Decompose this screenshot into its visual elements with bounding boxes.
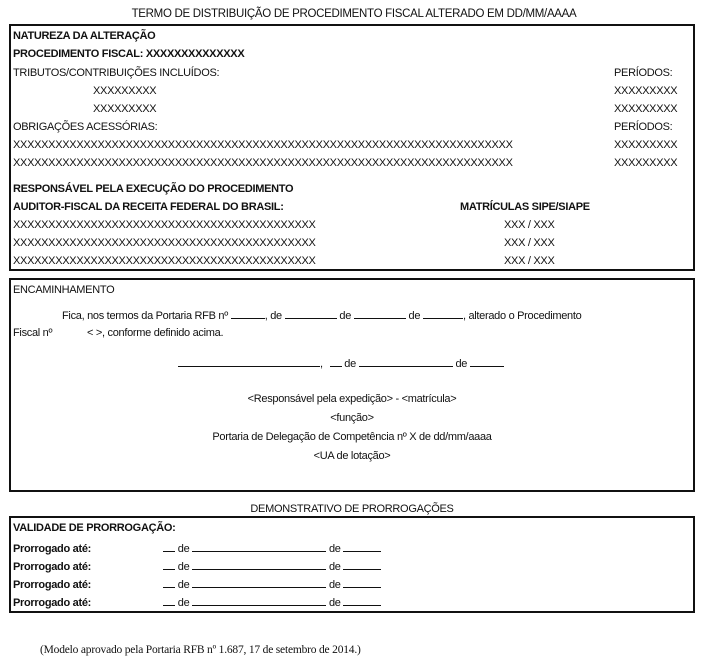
matricula-item: XXX / XXX bbox=[504, 255, 555, 267]
matriculas-label: MATRÍCULAS SIPE/SIAPE bbox=[460, 201, 590, 213]
matricula-item: XXX / XXX bbox=[504, 237, 555, 249]
comma-text: , bbox=[320, 358, 323, 370]
de-text: de bbox=[408, 310, 421, 322]
auditor-item: XXXXXXXXXXXXXXXXXXXXXXXXXXXXXXXXXXXXXXXXXXX bbox=[13, 237, 316, 249]
portaria-delegacao-text: Portaria de Delegação de Competência nº X de dd/mm/aaaa bbox=[212, 431, 492, 443]
month-blank bbox=[192, 559, 326, 570]
tributo-item: XXXXXXXXX bbox=[93, 103, 157, 115]
day-blank bbox=[163, 559, 175, 570]
tributo-item: XXXXXXXXX bbox=[93, 85, 157, 97]
de-text: de bbox=[344, 358, 356, 370]
de-text: , de bbox=[264, 310, 282, 322]
validade-label: VALIDADE DE PRORROGAÇÃO: bbox=[13, 522, 176, 534]
responsavel-text: <Responsável pela expedição> - <matrícula> bbox=[247, 393, 457, 405]
fiscal-text: Fiscal nº bbox=[13, 327, 53, 339]
prorrogado-label: Prorrogado até: bbox=[13, 579, 92, 591]
ua-text: <UA de lotação> bbox=[313, 450, 391, 462]
funcao-text: <função> bbox=[330, 412, 374, 424]
place-blank bbox=[178, 356, 320, 367]
year-blank bbox=[470, 356, 504, 367]
day-blank bbox=[163, 577, 175, 588]
prorrogado-label: Prorrogado até: bbox=[13, 543, 92, 555]
de-text: de bbox=[177, 597, 190, 609]
tributo-periodo: XXXXXXXXX bbox=[614, 103, 678, 115]
auditor-label: AUDITOR-FISCAL DA RECEITA FEDERAL DO BRASIL: bbox=[13, 201, 284, 213]
de-text: de bbox=[328, 597, 341, 609]
year-blank bbox=[423, 308, 463, 319]
document-title: TERMO DE DISTRIBUIÇÃO DE PROCEDIMENTO FISCAL ALTERADO EM DD/MM/AAAA bbox=[131, 8, 577, 20]
prorrogado-label: Prorrogado até: bbox=[13, 597, 92, 609]
obrigacao-item: XXXXXXXXXXXXXXXXXXXXXXXXXXXXXXXXXXXXXXXXXXXXXXXXXXXXXXXXXXXXXXXXXXXXXXX bbox=[13, 139, 513, 151]
auditor-item: XXXXXXXXXXXXXXXXXXXXXXXXXXXXXXXXXXXXXXXXXXX bbox=[13, 219, 316, 231]
prorrogado-label: Prorrogado até: bbox=[13, 561, 92, 573]
month-blank bbox=[192, 541, 326, 552]
de-text: de bbox=[328, 579, 341, 591]
de-text: de bbox=[328, 543, 341, 555]
obrigacao-periodo: XXXXXXXXX bbox=[614, 139, 678, 151]
year-blank bbox=[343, 577, 381, 588]
month-blank bbox=[192, 595, 326, 606]
responsavel-heading: RESPONSÁVEL PELA EXECUÇÃO DO PROCEDIMENTO bbox=[13, 183, 294, 195]
demonstrativo-heading: DEMONSTRATIVO DE PRORROGAÇÕES bbox=[250, 503, 454, 515]
de-text: de bbox=[328, 561, 341, 573]
de-text: de bbox=[177, 561, 190, 573]
day-blank bbox=[330, 356, 342, 367]
month-blank bbox=[354, 308, 406, 319]
prorrogacao-row bbox=[13, 541, 381, 555]
portaria-text: Fica, nos termos da Portaria RFB nº bbox=[62, 310, 228, 322]
tributos-periodos-label: PERÍODOS: bbox=[614, 67, 673, 79]
de-text: de bbox=[177, 579, 190, 591]
year-blank bbox=[343, 595, 381, 606]
prorrogacao-row bbox=[13, 559, 381, 573]
conforme-text: < >, conforme definido acima. bbox=[86, 327, 224, 339]
de-text: de bbox=[455, 358, 468, 370]
de-text: de bbox=[339, 310, 352, 322]
footer-note: (Modelo aprovado pela Portaria RFB nº 1.687, 17 de setembro de 2014.) bbox=[40, 644, 361, 656]
month-blank bbox=[192, 577, 326, 588]
day-blank bbox=[163, 595, 175, 606]
year-blank bbox=[343, 541, 381, 552]
obrigacoes-label: OBRIGAÇÕES ACESSÓRIAS: bbox=[13, 121, 158, 133]
tributo-periodo: XXXXXXXXX bbox=[614, 85, 678, 97]
prorrogacao-row bbox=[13, 595, 381, 609]
encaminhamento-heading: ENCAMINHAMENTO bbox=[13, 284, 115, 296]
date-line bbox=[178, 356, 504, 370]
de-text: de bbox=[177, 543, 190, 555]
procedimento-fiscal-label: PROCEDIMENTO FISCAL: XXXXXXXXXXXXXX bbox=[13, 48, 245, 60]
year-blank bbox=[343, 559, 381, 570]
obrigacoes-periodos-label: PERÍODOS: bbox=[614, 121, 673, 133]
encaminhamento-paragraph-line1 bbox=[62, 308, 581, 322]
encaminhamento-paragraph-line2 bbox=[13, 327, 223, 339]
month-blank bbox=[359, 356, 453, 367]
auditor-item: XXXXXXXXXXXXXXXXXXXXXXXXXXXXXXXXXXXXXXXXXXX bbox=[13, 255, 316, 267]
portaria-number-blank bbox=[231, 308, 265, 319]
day-blank bbox=[163, 541, 175, 552]
day-blank bbox=[285, 308, 337, 319]
prorrogacao-row bbox=[13, 577, 381, 591]
tributos-label: TRIBUTOS/CONTRIBUIÇÕES INCLUÍDOS: bbox=[13, 67, 220, 79]
matricula-item: XXX / XXX bbox=[504, 219, 555, 231]
natureza-heading: NATUREZA DA ALTERAÇÃO bbox=[13, 30, 156, 42]
obrigacao-item: XXXXXXXXXXXXXXXXXXXXXXXXXXXXXXXXXXXXXXXXXXXXXXXXXXXXXXXXXXXXXXXXXXXXXXX bbox=[13, 157, 513, 169]
alterado-text: , alterado o Procedimento bbox=[462, 310, 582, 322]
obrigacao-periodo: XXXXXXXXX bbox=[614, 157, 678, 169]
